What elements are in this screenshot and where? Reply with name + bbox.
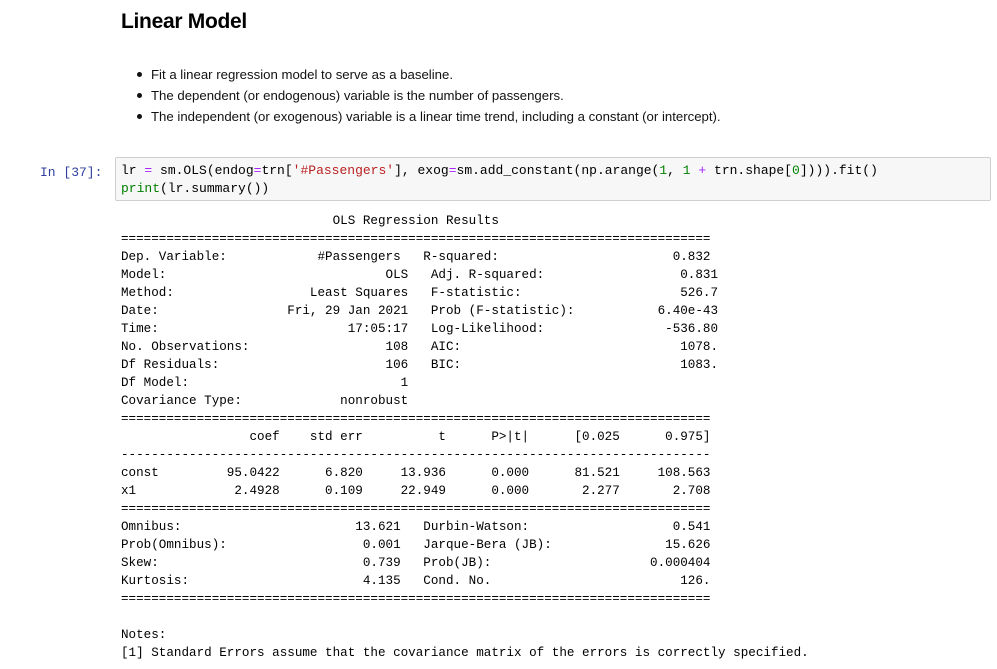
output-line: Covariance Type: nonrobust: [121, 394, 719, 408]
output-line: Dep. Variable: #Passengers R-squared: 0.832: [121, 250, 711, 264]
code-cell-editor[interactable]: [115, 157, 991, 201]
output-line: Notes:: [121, 628, 167, 642]
list-item: The independent (or exogenous) variable is a linear time trend, including a constant (or intercept).: [135, 106, 721, 127]
code-token: lr: [121, 163, 145, 178]
code-token: ]))).fit(): [799, 163, 878, 178]
output-line: ------------------------------------------------------------------------------: [121, 448, 711, 462]
output-line: Prob(Omnibus): 0.001 Jarque-Bera (JB): 15.626: [121, 538, 711, 552]
output-line: Skew: 0.739 Prob(JB): 0.000404: [121, 556, 711, 570]
cell-output: [121, 212, 809, 662]
code-number: 1: [682, 163, 691, 178]
output-line: No. Observations: 108 AIC: 1078.: [121, 340, 719, 354]
output-line: ==============================================================================: [121, 502, 711, 516]
code-token: (lr.summary()): [160, 181, 270, 196]
code-operator: =: [448, 163, 457, 178]
code-token: trn[: [261, 163, 293, 178]
code-token: ], exog: [394, 163, 449, 178]
code-token: trn.shape[: [706, 163, 793, 178]
code-number: 0: [792, 163, 800, 178]
output-line: const 95.0422 6.820 13.936 0.000 81.521 108.563: [121, 466, 711, 480]
output-line: coef std err t P>|t| [0.025 0.975]: [121, 430, 711, 444]
cell-prompt: In [37]:: [40, 165, 103, 180]
output-line: Time: 17:05:17 Log-Likelihood: -536.80: [121, 322, 719, 336]
output-line: Date: Fri, 29 Jan 2021 Prob (F-statistic): 6.40e-43: [121, 304, 719, 318]
output-line: Omnibus: 13.621 Durbin-Watson: 0.541: [121, 520, 711, 534]
output-line: Df Model: 1: [121, 376, 719, 390]
code-token: ,: [667, 163, 683, 178]
section-heading: Linear Model: [121, 10, 247, 33]
output-line: ==============================================================================: [121, 232, 711, 246]
output-line: [1] Standard Errors assume that the covariance matrix of the errors is correctly specified.: [121, 646, 809, 660]
code-keyword: print: [121, 181, 161, 196]
list-item: Fit a linear regression model to serve as a baseline.: [135, 64, 721, 85]
output-line: ==============================================================================: [121, 412, 711, 426]
code-operator: =: [144, 163, 153, 178]
output-line: Method: Least Squares F-statistic: 526.7: [121, 286, 719, 300]
output-line: Kurtosis: 4.135 Cond. No. 126.: [121, 574, 711, 588]
output-line: [121, 608, 809, 626]
code-string: '#Passengers': [292, 163, 395, 178]
output-line: OLS Regression Results: [121, 214, 711, 228]
description-list: [135, 64, 721, 127]
output-line: x1 2.4928 0.109 22.949 0.000 2.277 2.708: [121, 484, 711, 498]
code-operator: =: [253, 163, 262, 178]
output-line: ==============================================================================: [121, 592, 711, 606]
output-line: Model: OLS Adj. R-squared: 0.831: [121, 268, 719, 282]
output-line: Df Residuals: 106 BIC: 1083.: [121, 358, 719, 372]
list-item: The dependent (or endogenous) variable is the number of passengers.: [135, 85, 721, 106]
code-operator: +: [698, 163, 707, 178]
code-token: sm.add_constant(np.arange(: [456, 163, 660, 178]
code-token: sm.OLS(endog: [152, 163, 254, 178]
code-line-2: [121, 180, 990, 198]
code-line-1: [121, 162, 990, 180]
code-number: 1: [659, 163, 668, 178]
